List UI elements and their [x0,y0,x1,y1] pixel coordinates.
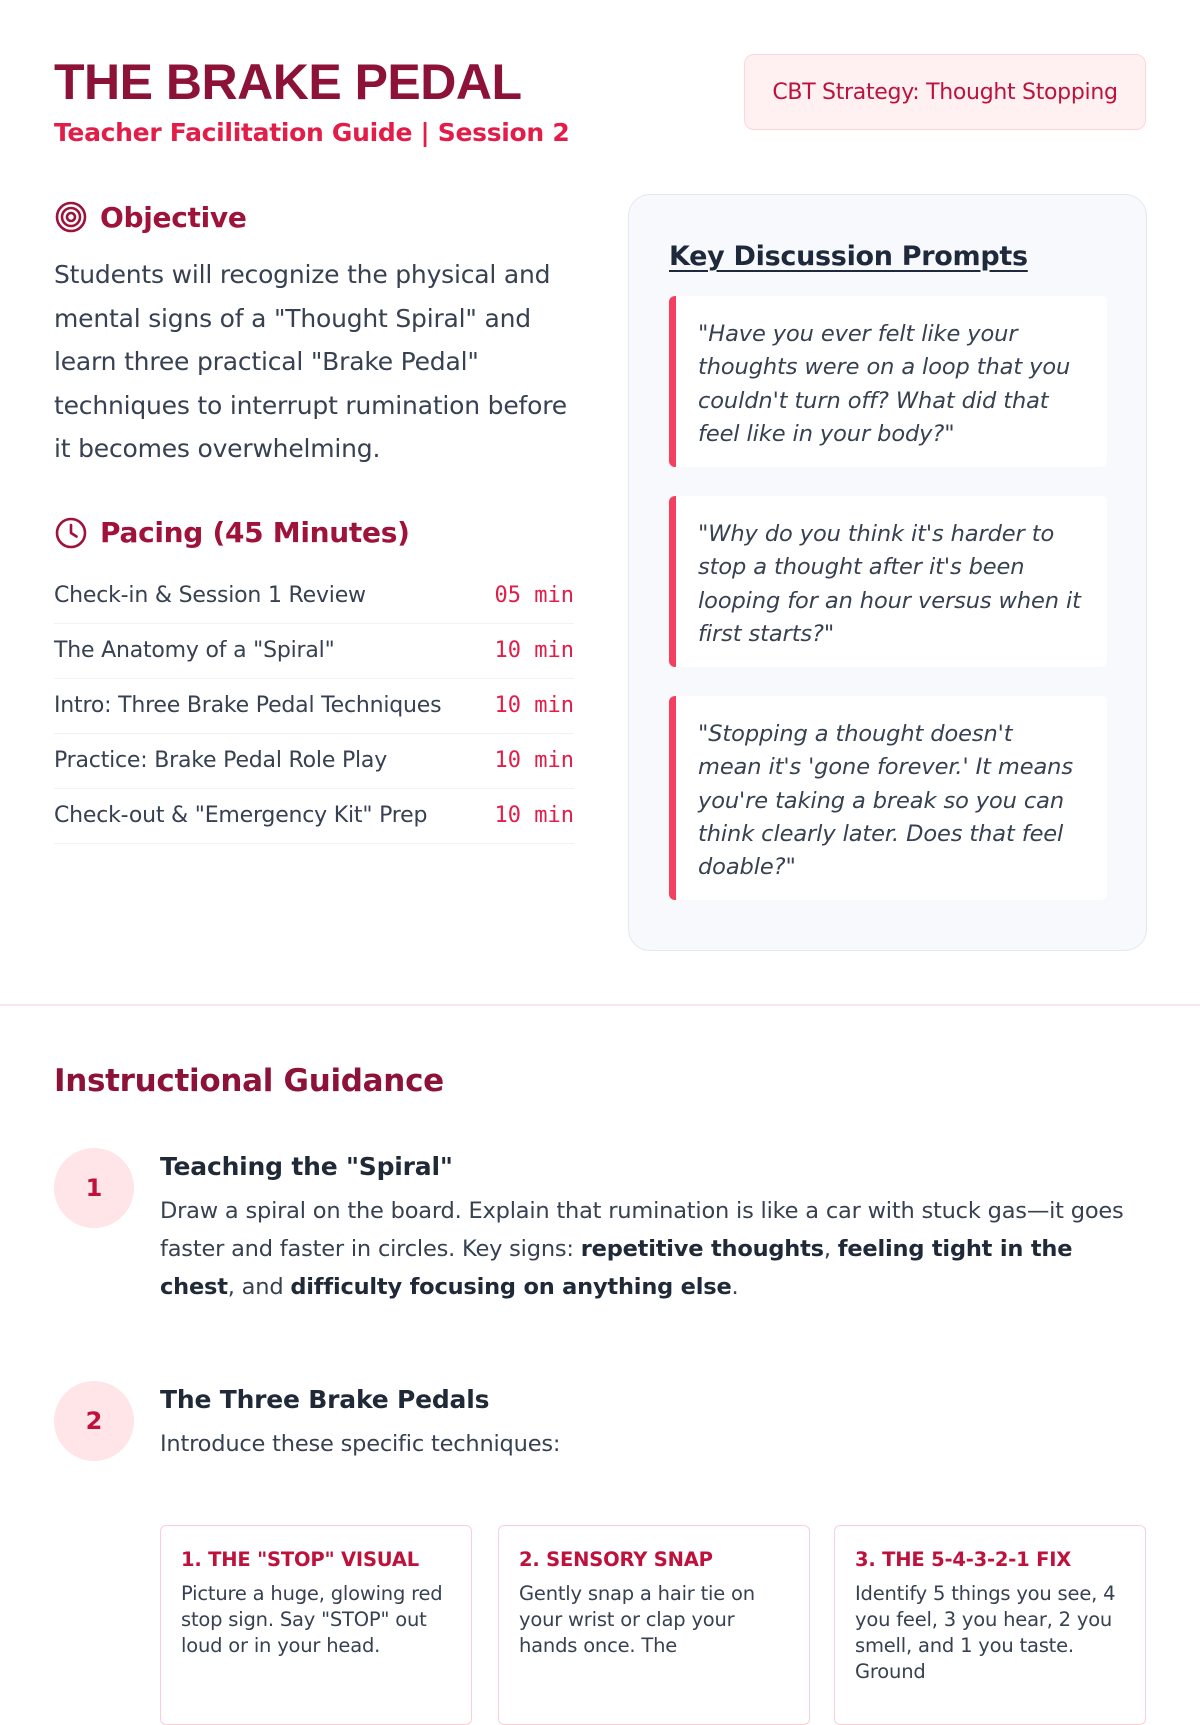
technique-description: Identify 5 things you see, 4 you feel, 3 you hear, 2 you smell, and 1 you taste. Ground [855,1582,1116,1683]
pacing-row [54,679,574,734]
pacing-time: 10 min [494,803,574,828]
pacing-label: Check-in & Session 1 Review [54,583,366,608]
technique-title: 2. SENSORY SNAP [519,1548,713,1571]
step-text: Draw a spiral on the board. Explain that rumination is like a car with stuck gas—it goes faster and faster in circles. Key signs: [160,1198,1124,1262]
step-body [160,1148,1146,1306]
technique-title: 1. THE "STOP" VISUAL [181,1548,419,1571]
pacing-label: Check-out & "Emergency Kit" Prep [54,803,428,828]
guidance-step [54,1381,1146,1683]
strategy-badge: CBT Strategy: Thought Stopping [744,54,1146,130]
pacing-row [54,569,574,624]
pacing-label: The Anatomy of a "Spiral" [54,638,335,663]
pacing-label: Intro: Three Brake Pedal Techniques [54,693,442,718]
guidance-step [54,1148,1146,1308]
pacing-time: 10 min [494,638,574,663]
step-number-badge: 1 [54,1148,134,1228]
key-sign: repetitive thoughts [580,1236,824,1262]
target-icon [54,200,88,234]
step-text: . [731,1274,739,1300]
pacing-row [54,789,574,844]
pacing-label: Practice: Brake Pedal Role Play [54,748,388,773]
technique-card [498,1525,810,1725]
pacing-time: 10 min [494,693,574,718]
clock-icon [54,516,88,550]
technique-description: Picture a huge, glowing red stop sign. Say "STOP" out loud or in your head. [181,1582,443,1657]
page-subtitle: Teacher Facilitation Guide | Session 2 [54,118,570,147]
pacing-heading-row [54,511,574,555]
step-description [160,1192,1146,1306]
technique-description: Gently snap a hair tie on your wrist or clap your hands once. The [519,1582,755,1657]
objective-heading: Objective [100,200,247,234]
left-column [54,195,574,844]
pacing-heading: Pacing (45 Minutes) [100,516,410,549]
step-body [160,1381,1146,1463]
objective-heading-row [54,195,574,239]
step-number-badge: 2 [54,1381,134,1461]
step-description: Introduce these specific techniques: [160,1431,561,1457]
pacing-time: 05 min [494,583,574,608]
objective-text: Students will recognize the physical and mental signs of a "Thought Spiral" and learn three practical "Brake Pedal" techniques to interrupt rumination before it becomes overwhelming. [54,260,567,463]
prompts-heading: Key Discussion Prompts [669,241,1028,272]
prompt-card: "Have you ever felt like your thoughts were on a loop that you couldn't turn off? What did that feel like in your body?" [669,296,1107,467]
pacing-row [54,624,574,679]
prompt-card: "Stopping a thought doesn't mean it's 'gone forever.' It means you're taking a break so you can think clearly later. Does that feel doable?" [669,696,1107,900]
pacing-row [54,734,574,789]
discussion-prompts-card [628,194,1147,951]
technique-title: 3. THE 5-4-3-2-1 FIX [855,1548,1072,1571]
techniques-grid [160,1525,1146,1725]
section-divider [0,1004,1200,1006]
step-title: Teaching the "Spiral" [160,1152,453,1181]
header [54,52,1146,162]
pacing-time: 10 min [494,748,574,773]
step-title: The Three Brake Pedals [160,1385,490,1414]
page-title: THE BRAKE PEDAL [54,54,522,110]
prompt-card: "Why do you think it's harder to stop a thought after it's been looping for an hour versus when it first starts?" [669,496,1107,667]
step-text: , and [227,1274,291,1300]
step-text: , [823,1236,838,1262]
key-sign: difficulty focusing on anything else [290,1274,732,1300]
technique-card [160,1525,472,1725]
key-sign: feeling tight in the chest [160,1236,1073,1300]
pacing-list [54,569,574,844]
technique-card [834,1525,1146,1725]
guidance-heading: Instructional Guidance [54,1063,444,1099]
